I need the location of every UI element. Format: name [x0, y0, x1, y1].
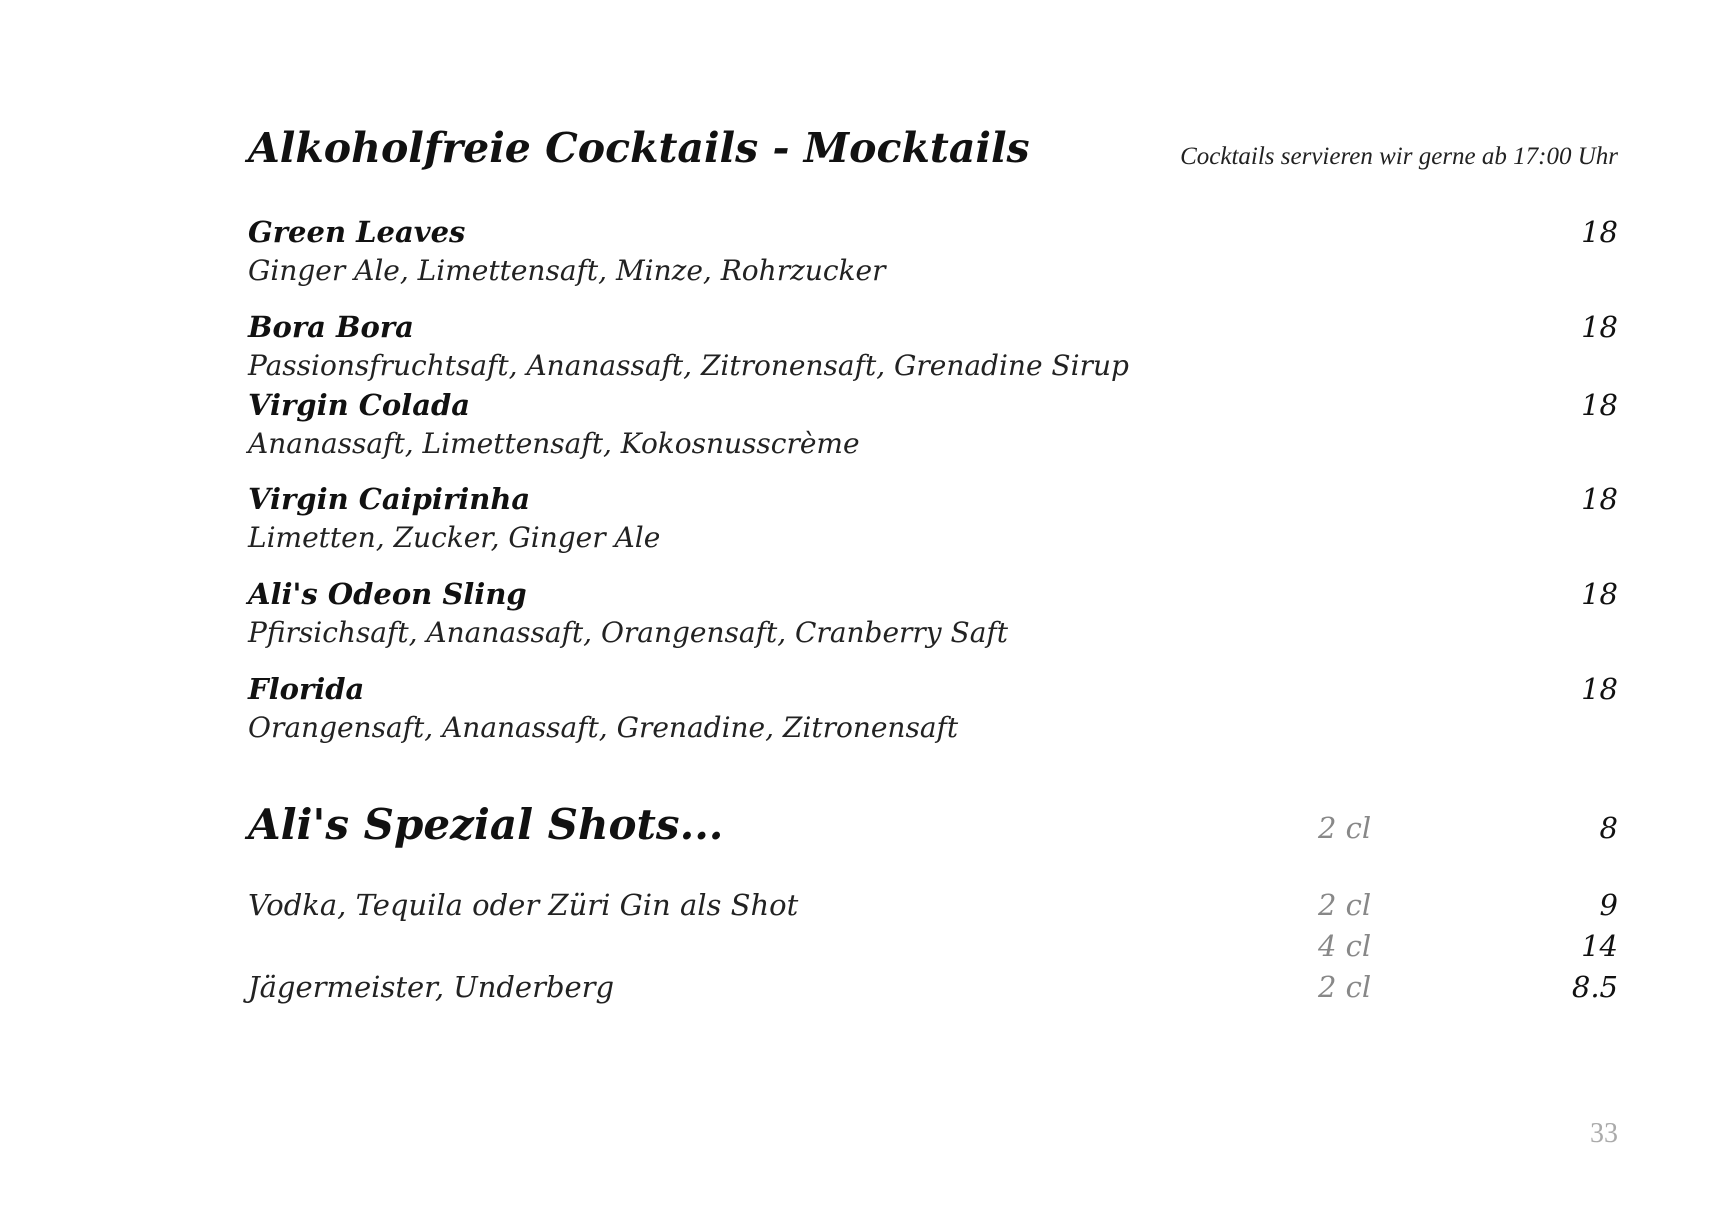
item-price: 18 [1581, 577, 1618, 611]
shot-description: Vodka, Tequila oder Züri Gin als Shot [248, 888, 799, 922]
item-name: Bora Bora [248, 310, 414, 344]
shot-price: 14 [1581, 929, 1618, 963]
item-description: Pfirsichsaft, Ananassaft, Orangensaft, Cranberry Saft [248, 616, 1009, 649]
cocktail-serving-note: Cocktails servieren wir gerne ab 17:00 Uhr [1180, 143, 1618, 170]
item-description: Limetten, Zucker, Ginger Ale [248, 521, 661, 554]
item-price: 18 [1581, 672, 1618, 706]
item-description: Ananassaft, Limettensaft, Kokosnusscrème [248, 427, 860, 460]
item-name: Green Leaves [248, 215, 466, 249]
menu-page [248, 0, 1618, 1220]
item-name: Ali's Odeon Sling [248, 577, 527, 611]
item-description: Orangensaft, Ananassaft, Grenadine, Zitronensaft [248, 711, 959, 744]
menu-item [248, 213, 1618, 291]
menu-item [248, 308, 1618, 386]
item-description: Passionsfruchtsaft, Ananassaft, Zitronensaft, Grenadine Sirup [248, 349, 1129, 382]
shot-volume: 2 cl [1318, 888, 1372, 922]
mocktails-header [248, 120, 1618, 180]
shot-description: Jägermeister, Underberg [248, 970, 615, 1004]
menu-item [248, 670, 1618, 748]
item-name: Virgin Caipirinha [248, 482, 531, 516]
item-price: 18 [1581, 215, 1618, 249]
shot-price: 9 [1599, 888, 1618, 922]
item-price: 18 [1581, 310, 1618, 344]
shot-volume: 2 cl [1318, 970, 1372, 1004]
item-price: 18 [1581, 482, 1618, 516]
menu-item [248, 480, 1618, 558]
shots-title: Ali's Spezial Shots... [248, 800, 724, 849]
shots-title-price: 8 [1599, 811, 1618, 845]
menu-item [248, 575, 1618, 653]
item-price: 18 [1581, 388, 1618, 422]
shots-title-volume: 2 cl [1318, 811, 1372, 845]
shot-price: 8.5 [1571, 970, 1618, 1004]
page-number: 33 [1590, 1118, 1618, 1149]
item-name: Virgin Colada [248, 388, 471, 422]
item-name: Florida [248, 672, 365, 706]
shot-volume: 4 cl [1318, 929, 1372, 963]
mocktails-title: Alkoholfreie Cocktails - Mocktails [248, 124, 1030, 172]
menu-item [248, 386, 1618, 464]
item-description: Ginger Ale, Limettensaft, Minze, Rohrzucker [248, 254, 886, 287]
